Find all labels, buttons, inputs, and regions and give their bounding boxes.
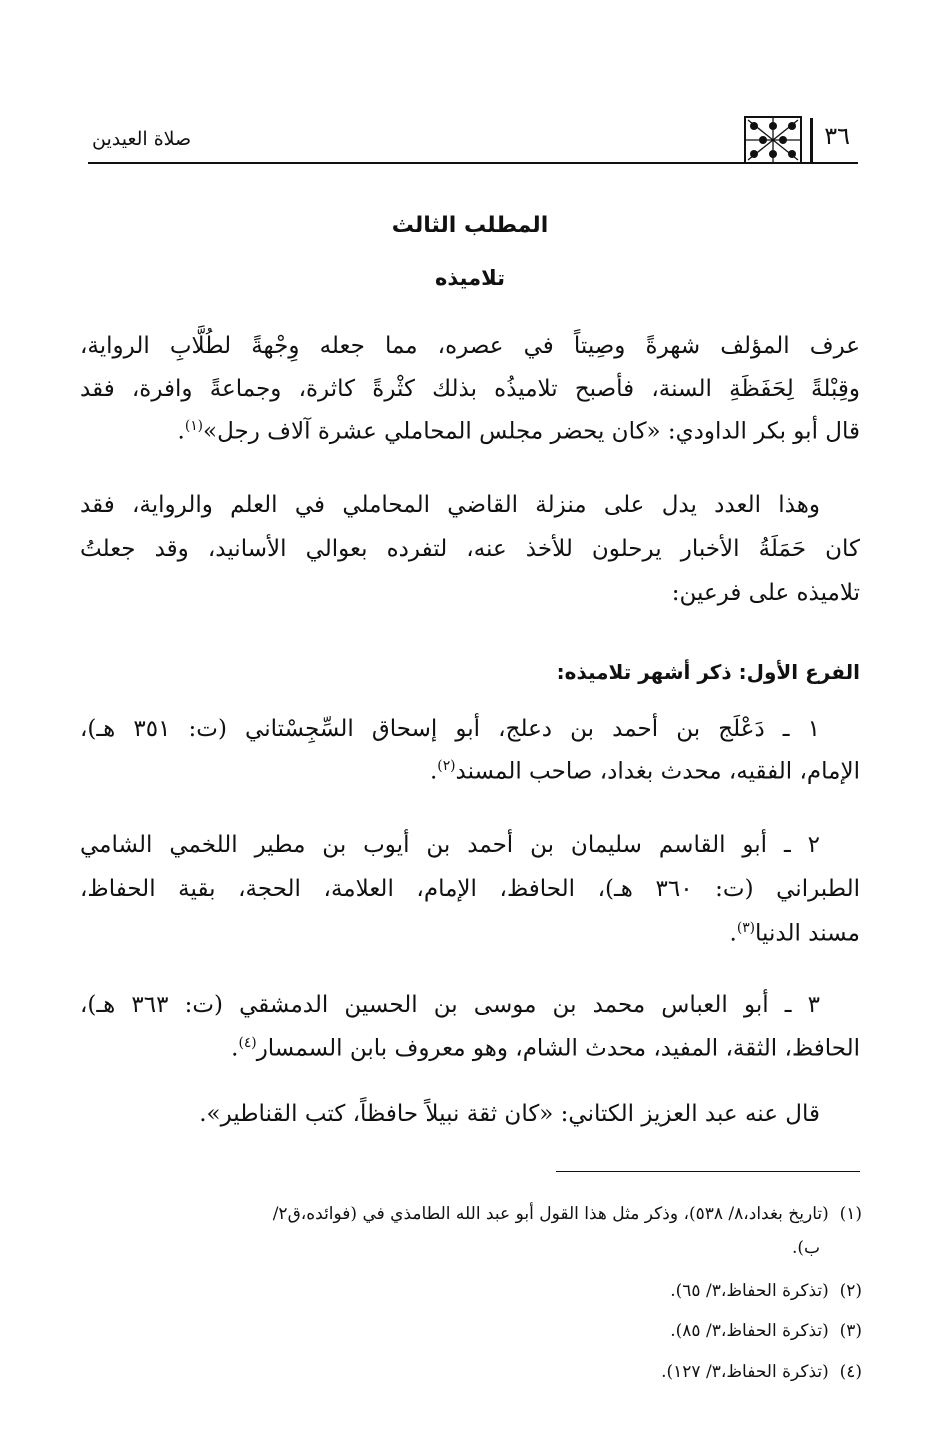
paragraph-line: كان حَمَلَةُ الأخبار يرحلون للأخذ عنه، لتفرده بعوالي الأسانيد، وقد جعلتُ xyxy=(80,536,860,562)
footnote: (١) (تاريخ بغداد،٨/ ٥٣٨)، وذكر مثل هذا القول أبو عبد الله الطامذي في (فوائده،ق٢/ xyxy=(272,1204,862,1224)
paragraph-line: وقِبْلةً لِحَفَظَةِ السنة، فأصبح تلاميذُه بذلك كثْرةً كاثرة، وجماعةً وافرة، فقد xyxy=(80,376,860,402)
paragraph-line: وهذا العدد يدل على منزلة القاضي المحاملي في العلم والرواية، فقد xyxy=(80,492,820,518)
running-title: صلاة العيدين xyxy=(92,128,192,150)
header-separator xyxy=(810,118,813,162)
list-item-line: ١ ـ دَعْلَج بن أحمد بن دعلج، أبو إسحاق السِّجِسْتاني (ت: ٣٥١ هـ)، xyxy=(80,716,820,742)
footnote-rule xyxy=(556,1171,860,1172)
list-item-line: الإمام، الفقيه، محدث بغداد، صاحب المسند$^{(٢)}$. xyxy=(429,758,860,785)
list-item-line: الطبراني (ت: ٣٦٠ هـ)، الحافظ، الإمام، العلامة، الحجة، بقية الحفاظ، xyxy=(80,876,860,902)
list-item-line: مسند الدنيا$^{(٣)}$. xyxy=(729,920,860,947)
list-item-line: الحافظ، الثقة، المفيد، محدث الشام، وهو معروف بابن السمسار$^{(٤)}$. xyxy=(231,1035,860,1062)
footnote-ref: (٣) xyxy=(736,920,756,936)
list-item-line: ٢ ـ أبو القاسم سليمان بن أحمد بن أيوب بن مطير اللخمي الشامي xyxy=(80,832,820,858)
header-rule xyxy=(88,162,858,164)
ornament-icon xyxy=(744,116,802,164)
section-subtitle: تلاميذه xyxy=(435,266,505,290)
footnote: (٢) (تذكرة الحفاظ،٣/ ٦٥). xyxy=(670,1281,862,1301)
section-title: المطلب الثالث xyxy=(391,213,549,238)
footnote-continuation: ب). xyxy=(791,1238,820,1258)
footnote-ref: (٤) xyxy=(238,1035,257,1051)
branch-heading: الفرع الأول: ذكر أشهر تلاميذه: xyxy=(556,660,860,684)
page-number: ٣٦ xyxy=(824,122,850,150)
list-item-line: ٣ ـ أبو العباس محمد بن موسى بن الحسين الدمشقي (ت: ٣٦٣ هـ)، xyxy=(80,992,820,1018)
paragraph-line: تلاميذه على فرعين: xyxy=(671,580,860,606)
footnote: (٤) (تذكرة الحفاظ،٣/ ١٢٧). xyxy=(661,1362,862,1382)
paragraph-line: قال أبو بكر الداودي: «كان يحضر مجلس المحاملي عشرة آلاف رجل»$^{(١)}$. xyxy=(177,418,860,445)
footnote: (٣) (تذكرة الحفاظ،٣/ ٨٥). xyxy=(670,1321,862,1341)
paragraph-line: عرف المؤلف شهرةً وصِيتاً في عصره، مما جعله وِجْهةً لطُلَّابِ الرواية، xyxy=(80,333,860,359)
footnote-ref: (١) xyxy=(184,418,204,434)
quote-line: قال عنه عبد العزيز الكتاني: «كان ثقة نبيلاً حافظاً، كتب القناطير». xyxy=(199,1101,820,1127)
footnote-ref: (٢) xyxy=(437,758,456,774)
